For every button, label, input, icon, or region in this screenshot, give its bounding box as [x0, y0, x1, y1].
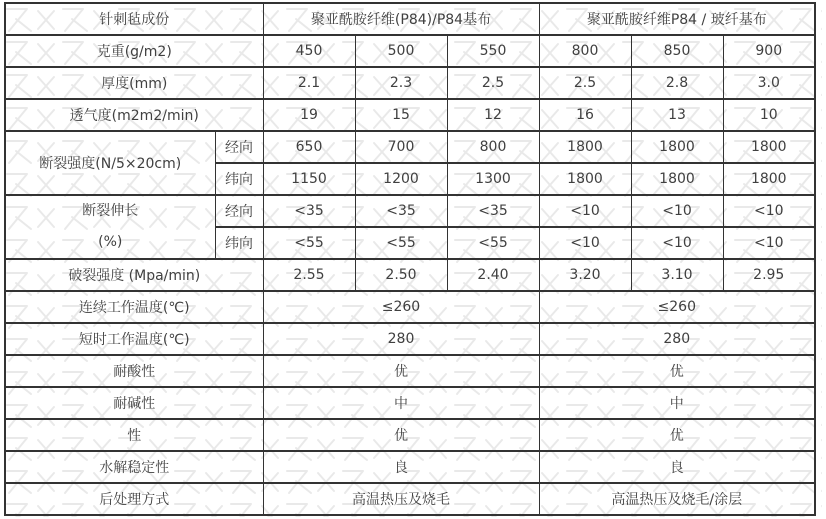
row-xing	[5, 419, 815, 451]
sub-row-label: 经向	[215, 131, 263, 163]
row-label: 短时工作温度(℃)	[5, 323, 263, 355]
row-label: 透气度(m2m2/min)	[5, 99, 263, 131]
row-label: 性	[5, 419, 263, 451]
cell-value: 16	[539, 99, 631, 131]
cell-value: <10	[539, 227, 631, 259]
cell-value-group2: 高温热压及烧毛/涂层	[539, 483, 815, 515]
cell-value-group2: 优	[539, 419, 815, 451]
cell-value: 19	[263, 99, 355, 131]
cell-value-group2: 中	[539, 387, 815, 419]
row-hydrolysis-stability	[5, 451, 815, 483]
cell-value: <10	[723, 227, 815, 259]
cell-value: 500	[355, 35, 447, 67]
cell-value: 550	[447, 35, 539, 67]
cell-value: <10	[631, 195, 723, 227]
cell-value: <10	[539, 195, 631, 227]
cell-value: 2.3	[355, 67, 447, 99]
cell-value-group2: 良	[539, 451, 815, 483]
row-continuous-temp	[5, 291, 815, 323]
cell-value: 650	[263, 131, 355, 163]
spec-sheet-page	[4, 2, 822, 517]
composition-header: 针刺毡成份	[5, 3, 263, 35]
cell-value: <55	[355, 227, 447, 259]
row-post-treatment	[5, 483, 815, 515]
cell-value-group1: 280	[263, 323, 539, 355]
row-label: 水解稳定性	[5, 451, 263, 483]
row-short-temp	[5, 323, 815, 355]
row-acid-resistance	[5, 355, 815, 387]
cell-value: 3.10	[631, 259, 723, 291]
cell-value: 2.8	[631, 67, 723, 99]
cell-value-group2: 280	[539, 323, 815, 355]
cell-value: <10	[631, 227, 723, 259]
header-row	[5, 3, 815, 35]
row-label: 连续工作温度(℃)	[5, 291, 263, 323]
cell-value: <35	[447, 195, 539, 227]
column-group-2-header: 聚亚酰胺纤维P84 / 玻纤基布	[539, 3, 815, 35]
cell-value-group2: ≤260	[539, 291, 815, 323]
cell-value: 2.1	[263, 67, 355, 99]
row-burst-strength	[5, 259, 815, 291]
cell-value: 3.20	[539, 259, 631, 291]
sub-row-label: 纬向	[215, 227, 263, 259]
cell-value: 13	[631, 99, 723, 131]
row-elongation-warp	[5, 195, 815, 227]
row-alkali-resistance	[5, 387, 815, 419]
row-label-line2: (%)	[98, 234, 123, 250]
row-permeability	[5, 99, 815, 131]
cell-value: <35	[355, 195, 447, 227]
row-label: 耐酸性	[5, 355, 263, 387]
cell-value-group1: 优	[263, 355, 539, 387]
cell-value: 1200	[355, 163, 447, 195]
cell-value: 700	[355, 131, 447, 163]
cell-value: 800	[539, 35, 631, 67]
cell-value: 3.0	[723, 67, 815, 99]
cell-value: 800	[447, 131, 539, 163]
cell-value: 2.95	[723, 259, 815, 291]
row-label-line1: 断裂伸长	[82, 203, 139, 219]
cell-value: 1800	[723, 163, 815, 195]
cell-value: 1800	[631, 163, 723, 195]
cell-value: 450	[263, 35, 355, 67]
cell-value: 2.5	[539, 67, 631, 99]
cell-value: 10	[723, 99, 815, 131]
cell-value-group1: 高温热压及烧毛	[263, 483, 539, 515]
cell-value-group1: 中	[263, 387, 539, 419]
row-break-strength-warp	[5, 131, 815, 163]
row-weight	[5, 35, 815, 67]
row-label: 后处理方式	[5, 483, 263, 515]
cell-value-group1: 良	[263, 451, 539, 483]
sub-row-label: 纬向	[215, 163, 263, 195]
cell-value: 1800	[539, 163, 631, 195]
row-label: 克重(g/m2)	[5, 35, 263, 67]
cell-value-group2: 优	[539, 355, 815, 387]
column-group-1-header: 聚亚酰胺纤维(P84)/P84基布	[263, 3, 539, 35]
cell-value: 1800	[723, 131, 815, 163]
row-label: 断裂强度(N/5×20cm)	[5, 131, 215, 195]
cell-value: <55	[263, 227, 355, 259]
cell-value: <10	[723, 195, 815, 227]
cell-value: 2.40	[447, 259, 539, 291]
row-label: 破裂强度 (Mpa/min)	[5, 259, 263, 291]
sub-row-label: 经向	[215, 195, 263, 227]
cell-value: 12	[447, 99, 539, 131]
cell-value: 1300	[447, 163, 539, 195]
cell-value: 900	[723, 35, 815, 67]
cell-value: 2.5	[447, 67, 539, 99]
cell-value: 1150	[263, 163, 355, 195]
cell-value: 850	[631, 35, 723, 67]
row-thickness	[5, 67, 815, 99]
cell-value: 2.55	[263, 259, 355, 291]
spec-table	[4, 2, 816, 516]
row-label	[5, 195, 215, 259]
cell-value: <55	[447, 227, 539, 259]
cell-value: <35	[263, 195, 355, 227]
cell-value: 2.50	[355, 259, 447, 291]
cell-value: 1800	[631, 131, 723, 163]
cell-value: 15	[355, 99, 447, 131]
cell-value-group1: 优	[263, 419, 539, 451]
row-label: 厚度(mm)	[5, 67, 263, 99]
cell-value-group1: ≤260	[263, 291, 539, 323]
cell-value: 1800	[539, 131, 631, 163]
row-label: 耐碱性	[5, 387, 263, 419]
